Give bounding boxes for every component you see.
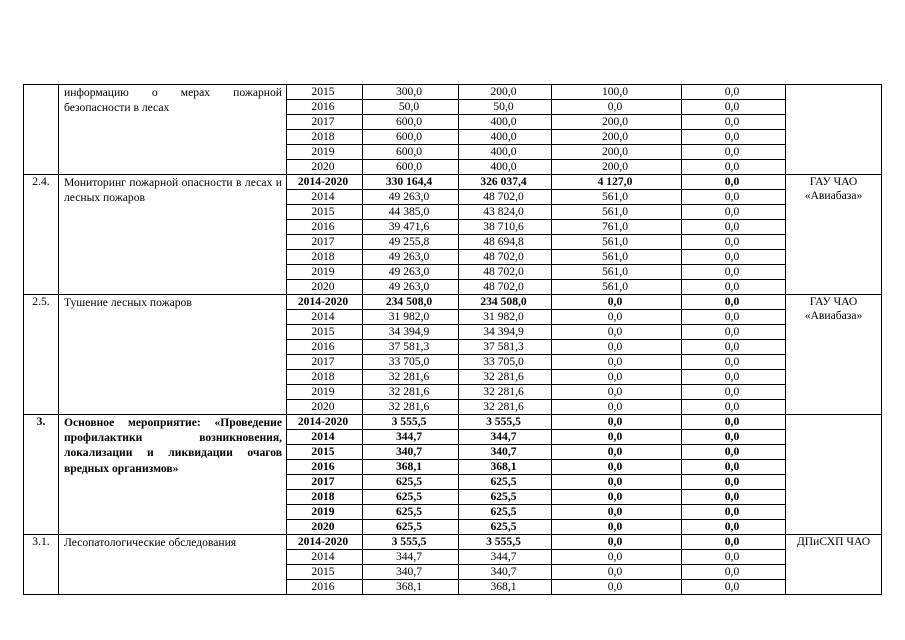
funding-cell: 48 702,0 bbox=[459, 190, 552, 205]
funding-cell: 200,0 bbox=[552, 145, 682, 160]
funding-cell: 561,0 bbox=[552, 265, 682, 280]
year-cell: 2017 bbox=[287, 115, 363, 130]
funding-cell: 48 702,0 bbox=[459, 250, 552, 265]
year-cell: 2015 bbox=[287, 565, 363, 580]
funding-cell: 34 394,9 bbox=[459, 325, 552, 340]
total-cell: 368,1 bbox=[363, 580, 459, 595]
total-cell: 340,7 bbox=[363, 445, 459, 460]
funding-cell: 0,0 bbox=[682, 385, 786, 400]
total-cell: 234 508,0 bbox=[363, 295, 459, 310]
funding-cell: 340,7 bbox=[459, 445, 552, 460]
total-cell: 49 263,0 bbox=[363, 265, 459, 280]
funding-cell: 234 508,0 bbox=[459, 295, 552, 310]
responsible-agency: ГАУ ЧАО «Авиабаза» bbox=[786, 295, 882, 415]
funding-cell: 0,0 bbox=[682, 325, 786, 340]
funding-cell: 368,1 bbox=[459, 460, 552, 475]
funding-cell: 48 702,0 bbox=[459, 280, 552, 295]
funding-cell: 0,0 bbox=[682, 220, 786, 235]
funding-cell: 3 555,5 bbox=[459, 415, 552, 430]
funding-cell: 0,0 bbox=[682, 400, 786, 415]
funding-cell: 0,0 bbox=[552, 460, 682, 475]
funding-cell: 0,0 bbox=[682, 370, 786, 385]
year-cell: 2016 bbox=[287, 100, 363, 115]
year-cell: 2017 bbox=[287, 355, 363, 370]
funding-cell: 0,0 bbox=[682, 250, 786, 265]
year-cell: 2018 bbox=[287, 250, 363, 265]
funding-cell: 0,0 bbox=[682, 160, 786, 175]
total-cell: 32 281,6 bbox=[363, 385, 459, 400]
total-cell: 31 982,0 bbox=[363, 310, 459, 325]
total-cell: 330 164,4 bbox=[363, 175, 459, 190]
total-cell: 37 581,3 bbox=[363, 340, 459, 355]
funding-cell: 0,0 bbox=[682, 445, 786, 460]
total-cell: 49 255,8 bbox=[363, 235, 459, 250]
year-cell: 2016 bbox=[287, 340, 363, 355]
year-cell: 2020 bbox=[287, 400, 363, 415]
funding-cell: 0,0 bbox=[552, 520, 682, 535]
total-cell: 49 263,0 bbox=[363, 190, 459, 205]
year-cell: 2014 bbox=[287, 190, 363, 205]
total-cell: 625,5 bbox=[363, 490, 459, 505]
year-cell: 2017 bbox=[287, 475, 363, 490]
funding-cell: 0,0 bbox=[682, 520, 786, 535]
total-cell: 625,5 bbox=[363, 505, 459, 520]
funding-cell: 33 705,0 bbox=[459, 355, 552, 370]
funding-cell: 0,0 bbox=[682, 565, 786, 580]
year-cell: 2019 bbox=[287, 385, 363, 400]
table-row bbox=[24, 295, 882, 310]
funding-cell: 400,0 bbox=[459, 115, 552, 130]
funding-cell: 625,5 bbox=[459, 520, 552, 535]
year-cell: 2016 bbox=[287, 220, 363, 235]
table-row bbox=[24, 415, 882, 430]
funding-cell: 0,0 bbox=[682, 265, 786, 280]
funding-cell: 0,0 bbox=[552, 340, 682, 355]
funding-cell: 0,0 bbox=[552, 445, 682, 460]
funding-cell: 0,0 bbox=[552, 505, 682, 520]
funding-cell: 0,0 bbox=[552, 565, 682, 580]
total-cell: 44 385,0 bbox=[363, 205, 459, 220]
funding-cell: 0,0 bbox=[682, 430, 786, 445]
funding-cell: 0,0 bbox=[552, 355, 682, 370]
year-cell: 2019 bbox=[287, 265, 363, 280]
funding-cell: 4 127,0 bbox=[552, 175, 682, 190]
funding-cell: 0,0 bbox=[682, 130, 786, 145]
funding-cell: 561,0 bbox=[552, 280, 682, 295]
year-cell: 2017 bbox=[287, 235, 363, 250]
responsible-agency bbox=[786, 85, 882, 175]
section-number: 3.1. bbox=[24, 535, 59, 595]
responsible-agency bbox=[786, 415, 882, 535]
funding-cell: 368,1 bbox=[459, 580, 552, 595]
year-cell: 2020 bbox=[287, 160, 363, 175]
funding-cell: 0,0 bbox=[682, 85, 786, 100]
funding-cell: 0,0 bbox=[682, 340, 786, 355]
funding-cell: 0,0 bbox=[682, 460, 786, 475]
year-cell: 2018 bbox=[287, 490, 363, 505]
total-cell: 600,0 bbox=[363, 145, 459, 160]
year-cell: 2020 bbox=[287, 520, 363, 535]
year-cell: 2014-2020 bbox=[287, 175, 363, 190]
total-cell: 344,7 bbox=[363, 550, 459, 565]
table-row bbox=[24, 85, 882, 100]
total-cell: 344,7 bbox=[363, 430, 459, 445]
funding-cell: 37 581,3 bbox=[459, 340, 552, 355]
table-body bbox=[24, 85, 882, 595]
year-cell: 2014-2020 bbox=[287, 535, 363, 550]
total-cell: 600,0 bbox=[363, 160, 459, 175]
year-cell: 2016 bbox=[287, 460, 363, 475]
funding-cell: 50,0 bbox=[459, 100, 552, 115]
year-cell: 2014 bbox=[287, 310, 363, 325]
section-number: 2.5. bbox=[24, 295, 59, 415]
funding-cell: 43 824,0 bbox=[459, 205, 552, 220]
year-cell: 2019 bbox=[287, 145, 363, 160]
funding-cell: 625,5 bbox=[459, 505, 552, 520]
funding-cell: 32 281,6 bbox=[459, 385, 552, 400]
funding-cell: 0,0 bbox=[682, 310, 786, 325]
funding-cell: 0,0 bbox=[552, 310, 682, 325]
program-funding-table bbox=[23, 84, 882, 595]
funding-cell: 400,0 bbox=[459, 160, 552, 175]
funding-cell: 200,0 bbox=[552, 115, 682, 130]
funding-cell: 0,0 bbox=[552, 430, 682, 445]
funding-cell: 0,0 bbox=[682, 580, 786, 595]
funding-cell: 200,0 bbox=[552, 160, 682, 175]
total-cell: 340,7 bbox=[363, 565, 459, 580]
activity-name: информацию о мерах пожарной безопасности в лесах bbox=[59, 85, 287, 175]
section-number bbox=[24, 85, 59, 175]
funding-cell: 0,0 bbox=[682, 505, 786, 520]
total-cell: 32 281,6 bbox=[363, 370, 459, 385]
funding-cell: 0,0 bbox=[552, 400, 682, 415]
year-cell: 2015 bbox=[287, 325, 363, 340]
funding-cell: 0,0 bbox=[552, 580, 682, 595]
funding-cell: 0,0 bbox=[552, 475, 682, 490]
funding-cell: 761,0 bbox=[552, 220, 682, 235]
total-cell: 3 555,5 bbox=[363, 415, 459, 430]
funding-cell: 100,0 bbox=[552, 85, 682, 100]
funding-cell: 0,0 bbox=[552, 295, 682, 310]
funding-cell: 0,0 bbox=[552, 100, 682, 115]
funding-cell: 0,0 bbox=[682, 490, 786, 505]
year-cell: 2014-2020 bbox=[287, 295, 363, 310]
year-cell: 2015 bbox=[287, 85, 363, 100]
funding-cell: 0,0 bbox=[682, 100, 786, 115]
total-cell: 600,0 bbox=[363, 115, 459, 130]
total-cell: 49 263,0 bbox=[363, 280, 459, 295]
funding-cell: 344,7 bbox=[459, 430, 552, 445]
responsible-agency: ДПиСХП ЧАО bbox=[786, 535, 882, 595]
funding-cell: 0,0 bbox=[682, 205, 786, 220]
funding-cell: 0,0 bbox=[552, 325, 682, 340]
funding-cell: 0,0 bbox=[682, 190, 786, 205]
responsible-agency: ГАУ ЧАО «Авиабаза» bbox=[786, 175, 882, 295]
year-cell: 2019 bbox=[287, 505, 363, 520]
funding-cell: 0,0 bbox=[552, 370, 682, 385]
table-row bbox=[24, 535, 882, 550]
funding-cell: 0,0 bbox=[552, 490, 682, 505]
funding-cell: 0,0 bbox=[682, 415, 786, 430]
funding-cell: 561,0 bbox=[552, 190, 682, 205]
activity-name: Основное мероприятие: «Проведение профилактики возникновения, локализации и ликвидации очагов вредных организмов» bbox=[59, 415, 287, 535]
table-row bbox=[24, 175, 882, 190]
funding-cell: 200,0 bbox=[459, 85, 552, 100]
total-cell: 625,5 bbox=[363, 475, 459, 490]
funding-cell: 200,0 bbox=[552, 130, 682, 145]
funding-cell: 0,0 bbox=[682, 115, 786, 130]
total-cell: 34 394,9 bbox=[363, 325, 459, 340]
funding-cell: 48 702,0 bbox=[459, 265, 552, 280]
funding-cell: 0,0 bbox=[682, 535, 786, 550]
section-number: 3. bbox=[24, 415, 59, 535]
year-cell: 2018 bbox=[287, 130, 363, 145]
funding-cell: 561,0 bbox=[552, 250, 682, 265]
funding-cell: 0,0 bbox=[682, 145, 786, 160]
funding-cell: 0,0 bbox=[682, 550, 786, 565]
funding-cell: 48 694,8 bbox=[459, 235, 552, 250]
total-cell: 625,5 bbox=[363, 520, 459, 535]
total-cell: 39 471,6 bbox=[363, 220, 459, 235]
total-cell: 3 555,5 bbox=[363, 535, 459, 550]
funding-cell: 32 281,6 bbox=[459, 370, 552, 385]
funding-cell: 340,7 bbox=[459, 565, 552, 580]
funding-cell: 0,0 bbox=[682, 295, 786, 310]
funding-cell: 3 555,5 bbox=[459, 535, 552, 550]
funding-cell: 326 037,4 bbox=[459, 175, 552, 190]
funding-cell: 0,0 bbox=[552, 535, 682, 550]
funding-cell: 625,5 bbox=[459, 490, 552, 505]
funding-cell: 0,0 bbox=[682, 355, 786, 370]
total-cell: 600,0 bbox=[363, 130, 459, 145]
total-cell: 300,0 bbox=[363, 85, 459, 100]
activity-name: Мониторинг пожарной опасности в лесах и лесных пожаров bbox=[59, 175, 287, 295]
funding-cell: 0,0 bbox=[552, 415, 682, 430]
funding-cell: 31 982,0 bbox=[459, 310, 552, 325]
year-cell: 2018 bbox=[287, 370, 363, 385]
funding-cell: 32 281,6 bbox=[459, 400, 552, 415]
funding-cell: 400,0 bbox=[459, 130, 552, 145]
total-cell: 33 705,0 bbox=[363, 355, 459, 370]
funding-cell: 625,5 bbox=[459, 475, 552, 490]
year-cell: 2015 bbox=[287, 205, 363, 220]
activity-name: Тушение лесных пожаров bbox=[59, 295, 287, 415]
funding-cell: 400,0 bbox=[459, 145, 552, 160]
year-cell: 2014 bbox=[287, 430, 363, 445]
total-cell: 50,0 bbox=[363, 100, 459, 115]
year-cell: 2014 bbox=[287, 550, 363, 565]
funding-cell: 561,0 bbox=[552, 205, 682, 220]
funding-cell: 561,0 bbox=[552, 235, 682, 250]
total-cell: 368,1 bbox=[363, 460, 459, 475]
funding-cell: 0,0 bbox=[682, 175, 786, 190]
funding-cell: 0,0 bbox=[682, 280, 786, 295]
funding-cell: 0,0 bbox=[552, 550, 682, 565]
year-cell: 2016 bbox=[287, 580, 363, 595]
funding-cell: 0,0 bbox=[682, 475, 786, 490]
year-cell: 2020 bbox=[287, 280, 363, 295]
total-cell: 32 281,6 bbox=[363, 400, 459, 415]
total-cell: 49 263,0 bbox=[363, 250, 459, 265]
section-number: 2.4. bbox=[24, 175, 59, 295]
funding-cell: 0,0 bbox=[552, 385, 682, 400]
funding-cell: 38 710,6 bbox=[459, 220, 552, 235]
activity-name: Лесопатологические обследования bbox=[59, 535, 287, 595]
year-cell: 2014-2020 bbox=[287, 415, 363, 430]
year-cell: 2015 bbox=[287, 445, 363, 460]
funding-cell: 344,7 bbox=[459, 550, 552, 565]
funding-cell: 0,0 bbox=[682, 235, 786, 250]
